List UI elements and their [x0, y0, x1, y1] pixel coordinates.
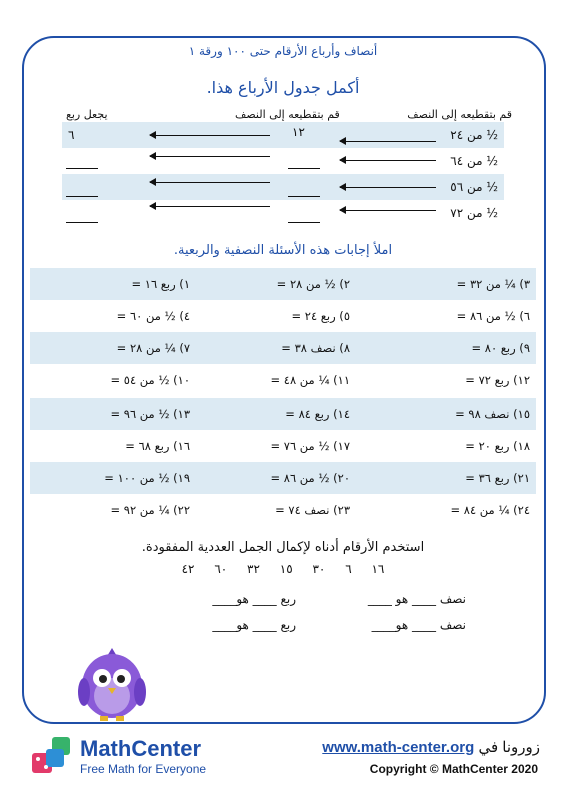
- sentence-2[interactable]: ربع ____ هو____: [212, 592, 296, 606]
- question-item[interactable]: ١٣) ½ من ٩٦ =: [110, 407, 190, 421]
- quarter-value: ٦: [68, 128, 75, 142]
- arrow-left-icon: [340, 141, 436, 142]
- question-row: [30, 332, 536, 364]
- row-label: ½ من ٢٤: [450, 128, 498, 142]
- question-item[interactable]: ٢١) ربع ٣٦ =: [465, 471, 530, 485]
- question-item[interactable]: ١٧) ½ من ٧٦ =: [270, 439, 350, 453]
- arrow-left-icon: [340, 210, 436, 211]
- answer-blank[interactable]: [288, 168, 320, 169]
- question-row: [30, 398, 536, 430]
- row-label: ½ من ٧٢: [450, 206, 498, 220]
- question-item[interactable]: ٢٠) ½ من ٨٦ =: [270, 471, 350, 485]
- arrow-left-icon: [150, 156, 270, 157]
- question-item[interactable]: ١٨) ربع ٢٠ =: [465, 439, 530, 453]
- question-item[interactable]: ١٦) ربع ٦٨ =: [125, 439, 190, 453]
- arrow-left-icon: [150, 206, 270, 207]
- section3-heading: استخدم الأرقام أدناه لإكمال الجمل العددية المفقودة.: [141, 540, 425, 555]
- table-row: [62, 148, 504, 174]
- question-item[interactable]: ٢) ½ من ٢٨ =: [276, 277, 350, 291]
- question-item[interactable]: ٤) ½ من ٦٠ =: [116, 309, 190, 323]
- question-item[interactable]: ١٠) ½ من ٥٤ =: [110, 373, 190, 387]
- answer-blank[interactable]: [66, 168, 98, 169]
- col-header-half-1: قم بتقطيعه إلى النصف: [407, 108, 512, 121]
- question-item[interactable]: ٧) ¼ من ٢٨ =: [116, 341, 190, 355]
- website-link[interactable]: www.math-center.org: [322, 739, 475, 756]
- question-item[interactable]: ١٩) ½ من ١٠٠ =: [104, 471, 190, 485]
- answer-blank[interactable]: [288, 222, 320, 223]
- question-item[interactable]: ٢٤) ¼ من ٨٤ =: [450, 503, 530, 517]
- answer-blank[interactable]: [66, 222, 98, 223]
- table-row: [62, 200, 504, 226]
- section1-heading: أكمل جدول الأرباع هذا.: [206, 78, 360, 97]
- section2-heading: املأ إجابات هذه الأسئلة النصفية والربعية.: [173, 243, 393, 258]
- visit-label: زورونا في: [478, 739, 540, 756]
- mathcenter-logo-icon: [30, 733, 76, 777]
- question-item[interactable]: ٥) ربع ٢٤ =: [291, 309, 350, 323]
- col-header-half-2: قم بتقطيعه إلى النصف: [235, 108, 340, 121]
- sentence-1[interactable]: نصف ____ هو ____: [367, 592, 466, 606]
- question-row: [30, 462, 536, 494]
- question-item[interactable]: ٣) ¼ من ٣٢ =: [456, 277, 530, 291]
- copyright: Copyright © MathCenter 2020: [369, 762, 538, 776]
- question-item[interactable]: ٢٢) ¼ من ٩٢ =: [110, 503, 190, 517]
- question-row: [30, 494, 536, 526]
- arrow-left-icon: [340, 160, 436, 161]
- question-row: [30, 268, 536, 300]
- question-item[interactable]: ١٢) ربع ٧٢ =: [465, 373, 530, 387]
- question-item[interactable]: ٨) نصف ٣٨ =: [281, 341, 350, 355]
- sentence-4[interactable]: ربع ____ هو____: [212, 618, 296, 632]
- answer-blank[interactable]: [288, 196, 320, 197]
- row-label: ½ من ٥٦: [450, 180, 498, 194]
- row-label: ½ من ٦٤: [450, 154, 498, 168]
- worksheet-title: أنصاف وأرباع الأرقام حتى ١٠٠ ورقة ١: [188, 44, 378, 58]
- arrow-left-icon: [150, 182, 270, 183]
- arrow-left-icon: [340, 187, 436, 188]
- question-item[interactable]: ٢٣) نصف ٧٤ =: [275, 503, 350, 517]
- answer-blank[interactable]: [66, 196, 98, 197]
- question-item[interactable]: ١١) ¼ من ٤٨ =: [270, 373, 350, 387]
- brand-name: MathCenter: [80, 736, 202, 761]
- col-header-quarter: يجعل ربع: [66, 108, 108, 121]
- arrow-left-icon: [150, 135, 270, 136]
- question-item[interactable]: ٦) ½ من ٨٦ =: [456, 309, 530, 323]
- question-item[interactable]: ٩) ربع ٨٠ =: [471, 341, 530, 355]
- number-bank: ١٦ ٦ ٣٠ ١٥ ٣٢ ٦٠ ٤٢: [181, 562, 385, 576]
- owl-mascot-icon: [72, 644, 152, 724]
- question-item[interactable]: ١٤) ربع ٨٤ =: [285, 407, 350, 421]
- table-row: [62, 174, 504, 200]
- table-row: [62, 122, 504, 148]
- question-row: [30, 300, 536, 332]
- question-item[interactable]: ١٥) نصف ٩٨ =: [455, 407, 530, 421]
- question-row: [30, 364, 536, 396]
- question-row: [30, 430, 536, 462]
- brand-tagline: Free Math for Everyone: [80, 762, 207, 776]
- question-item[interactable]: ١) ربع ١٦ =: [131, 277, 190, 291]
- visit-line: [322, 738, 540, 756]
- half-value: ١٢: [292, 125, 305, 139]
- sentence-3[interactable]: نصف ____ هو____: [371, 618, 466, 632]
